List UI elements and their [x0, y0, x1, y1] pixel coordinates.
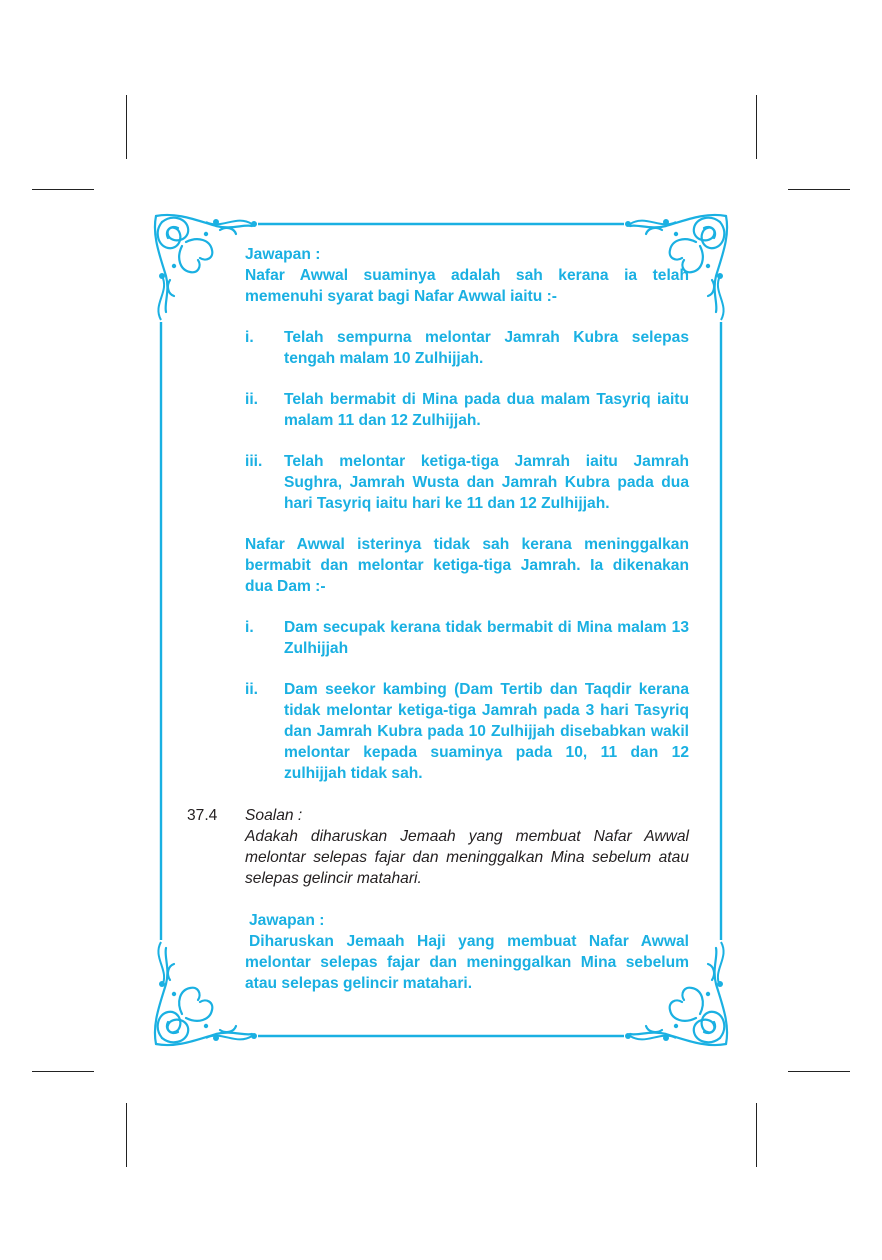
list-item: [245, 451, 689, 514]
question-number: 37.4: [187, 807, 218, 824]
question-body: [245, 805, 689, 889]
list-number: ii.: [245, 681, 258, 698]
list-number: i.: [245, 619, 254, 636]
list-item: [245, 617, 689, 659]
answer-intro: Nafar Awwal suaminya adalah sah kerana ia telah memenuhi syarat bagi Nafar Awwal iaitu :-: [245, 267, 689, 305]
answer-section-2: [245, 910, 689, 994]
list-text: Telah melontar ketiga-tiga Jamrah iaitu Jamrah Sughra, Jamrah Wusta dan Jamrah Kubra pada dua hari Tasyriq iaitu hari ke 11 dan 12 Zulhijjah.: [284, 453, 689, 512]
answer-section-1: [245, 244, 689, 784]
question-label: Soalan :: [245, 807, 303, 824]
list-text: Dam seekor kambing (Dam Tertib dan Taqdir kerana tidak melontar ketiga-tiga Jamrah pada 3 hari Tasyriq dan Jamrah Kubra pada 10 Zulhijjah disebabkan wakil melontar kepada suaminya pada 10, 11 dan 12 zulhijjah tidak sah.: [284, 681, 689, 782]
list-item: [245, 679, 689, 784]
answer-heading: Jawapan :: [245, 246, 321, 263]
list-text: Telah bermabit di Mina pada dua malam Tasyriq iaitu malam 11 dan 12 Zulhijjah.: [284, 391, 689, 429]
question-block: [187, 805, 689, 889]
question-text: Adakah diharuskan Jemaah yang membuat Nafar Awwal melontar selepas fajar dan meninggalkan Mina sebelum atau selepas gelincir matahari.: [245, 828, 689, 887]
document-body: [187, 244, 689, 994]
wife-paragraph: Nafar Awwal isterinya tidak sah kerana meninggalkan bermabit dan melontar ketiga-tiga Jamrah. Ia dikenakan dua Dam :-: [245, 536, 689, 595]
list-item: [245, 327, 689, 369]
list-number: iii.: [245, 453, 263, 470]
list-number: i.: [245, 329, 254, 346]
answer-text: Diharuskan Jemaah Haji yang membuat Nafar Awwal melontar selepas fajar dan meninggalkan Mina sebelum atau selepas gelincir matahari.: [245, 933, 689, 992]
answer-heading: Jawapan :: [249, 912, 325, 929]
list-text: Telah sempurna melontar Jamrah Kubra selepas tengah malam 10 Zulhijjah.: [284, 329, 689, 367]
list-number: ii.: [245, 391, 258, 408]
list-text: Dam secupak kerana tidak bermabit di Mina malam 13 Zulhijjah: [284, 619, 689, 657]
list-item: [245, 389, 689, 431]
